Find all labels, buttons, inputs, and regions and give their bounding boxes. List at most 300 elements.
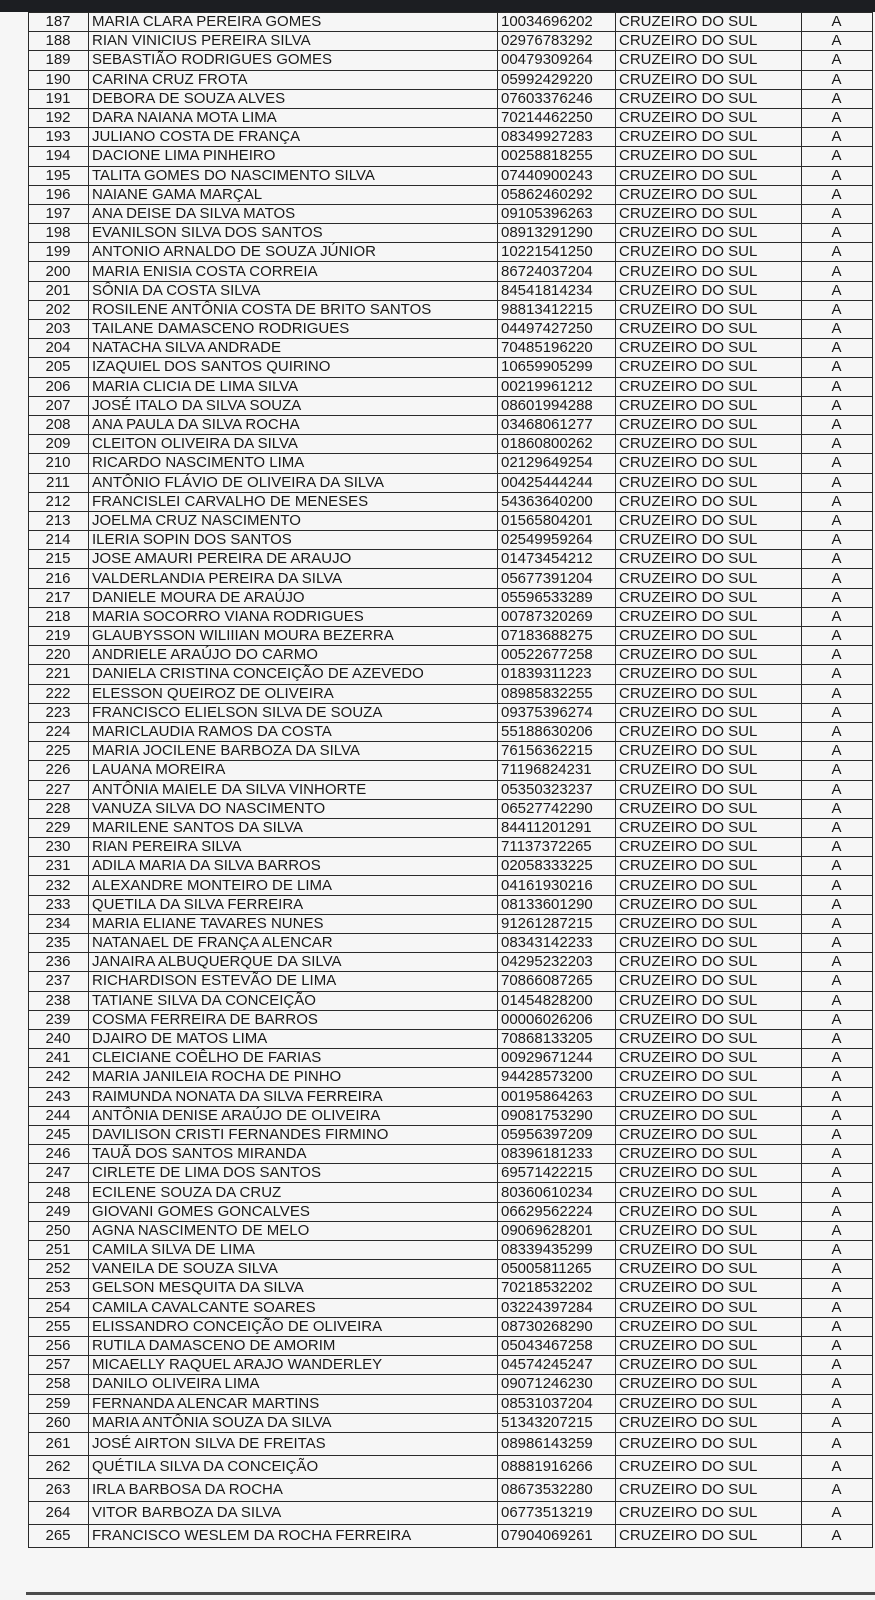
row-status: A bbox=[802, 300, 873, 319]
row-city: CRUZEIRO DO SUL bbox=[616, 1478, 802, 1501]
row-status: A bbox=[802, 531, 873, 550]
table-row bbox=[29, 1164, 873, 1183]
table-row bbox=[29, 1413, 873, 1432]
row-name: JOSÉ AIRTON SILVA DE FREITAS bbox=[89, 1432, 498, 1455]
row-number: 237 bbox=[29, 972, 89, 991]
row-number: 221 bbox=[29, 665, 89, 684]
row-name: GELSON MESQUITA DA SILVA bbox=[89, 1279, 498, 1298]
row-cpf: 70214462250 bbox=[498, 108, 616, 127]
row-cpf: 04295232203 bbox=[498, 953, 616, 972]
row-number: 243 bbox=[29, 1087, 89, 1106]
row-name: RUTILA DAMASCENO DE AMORIM bbox=[89, 1336, 498, 1355]
table-row bbox=[29, 1087, 873, 1106]
table-row bbox=[29, 1241, 873, 1260]
row-status: A bbox=[802, 339, 873, 358]
row-name: ANTÔNIA DENISE ARAÚJO DE OLIVEIRA bbox=[89, 1106, 498, 1125]
table-row bbox=[29, 300, 873, 319]
row-cpf: 51343207215 bbox=[498, 1413, 616, 1432]
row-city: CRUZEIRO DO SUL bbox=[616, 972, 802, 991]
row-name: RICARDO NASCIMENTO LIMA bbox=[89, 454, 498, 473]
row-name: CAMILA CAVALCANTE SOARES bbox=[89, 1298, 498, 1317]
row-status: A bbox=[802, 780, 873, 799]
row-status: A bbox=[802, 1202, 873, 1221]
row-cpf: 71137372265 bbox=[498, 838, 616, 857]
row-number: 261 bbox=[29, 1432, 89, 1455]
row-status: A bbox=[802, 51, 873, 70]
row-name: ROSILENE ANTÔNIA COSTA DE BRITO SANTOS bbox=[89, 300, 498, 319]
row-cpf: 08133601290 bbox=[498, 895, 616, 914]
table-body bbox=[29, 13, 873, 1548]
row-name: DANILO OLIVEIRA LIMA bbox=[89, 1375, 498, 1394]
row-name: RICHARDISON ESTEVÃO DE LIMA bbox=[89, 972, 498, 991]
row-number: 204 bbox=[29, 339, 89, 358]
row-name: GLAUBYSSON WILIIIAN MOURA BEZERRA bbox=[89, 627, 498, 646]
row-name: SEBASTIÃO RODRIGUES GOMES bbox=[89, 51, 498, 70]
table-row bbox=[29, 128, 873, 147]
row-name: JANAIRA ALBUQUERQUE DA SILVA bbox=[89, 953, 498, 972]
row-city: CRUZEIRO DO SUL bbox=[616, 128, 802, 147]
table-row bbox=[29, 607, 873, 626]
row-cpf: 08985832255 bbox=[498, 684, 616, 703]
row-city: CRUZEIRO DO SUL bbox=[616, 147, 802, 166]
row-name: AGNA NASCIMENTO DE MELO bbox=[89, 1221, 498, 1240]
row-name: CLEITON OLIVEIRA DA SILVA bbox=[89, 435, 498, 454]
row-status: A bbox=[802, 1375, 873, 1394]
row-cpf: 08673532280 bbox=[498, 1478, 616, 1501]
row-cpf: 91261287215 bbox=[498, 914, 616, 933]
row-name: CAMILA SILVA DE LIMA bbox=[89, 1241, 498, 1260]
row-name: LAUANA MOREIRA bbox=[89, 761, 498, 780]
row-city: CRUZEIRO DO SUL bbox=[616, 473, 802, 492]
row-cpf: 76156362215 bbox=[498, 742, 616, 761]
row-city: CRUZEIRO DO SUL bbox=[616, 166, 802, 185]
candidate-table bbox=[28, 12, 873, 1548]
row-cpf: 09071246230 bbox=[498, 1375, 616, 1394]
row-city: CRUZEIRO DO SUL bbox=[616, 300, 802, 319]
table-row bbox=[29, 166, 873, 185]
row-number: 199 bbox=[29, 243, 89, 262]
row-cpf: 02058333225 bbox=[498, 857, 616, 876]
row-cpf: 84541814234 bbox=[498, 281, 616, 300]
table-row bbox=[29, 13, 873, 32]
row-number: 193 bbox=[29, 128, 89, 147]
row-number: 206 bbox=[29, 377, 89, 396]
row-status: A bbox=[802, 1432, 873, 1455]
row-name: TATIANE SILVA DA CONCEIÇÃO bbox=[89, 991, 498, 1010]
row-name: MARICLAUDIA RAMOS DA COSTA bbox=[89, 722, 498, 741]
row-cpf: 08986143259 bbox=[498, 1432, 616, 1455]
row-number: 211 bbox=[29, 473, 89, 492]
row-cpf: 08339435299 bbox=[498, 1241, 616, 1260]
row-name: NATANAEL DE FRANÇA ALENCAR bbox=[89, 934, 498, 953]
row-status: A bbox=[802, 646, 873, 665]
table-row bbox=[29, 1375, 873, 1394]
row-name: ANTONIO ARNALDO DE SOUZA JÚNIOR bbox=[89, 243, 498, 262]
row-cpf: 07904069261 bbox=[498, 1524, 616, 1547]
row-city: CRUZEIRO DO SUL bbox=[616, 588, 802, 607]
row-city: CRUZEIRO DO SUL bbox=[616, 934, 802, 953]
row-city: CRUZEIRO DO SUL bbox=[616, 665, 802, 684]
row-status: A bbox=[802, 1164, 873, 1183]
row-cpf: 05350323237 bbox=[498, 780, 616, 799]
row-status: A bbox=[802, 358, 873, 377]
row-status: A bbox=[802, 320, 873, 339]
row-city: CRUZEIRO DO SUL bbox=[616, 1413, 802, 1432]
row-city: CRUZEIRO DO SUL bbox=[616, 1524, 802, 1547]
row-name: FERNANDA ALENCAR MARTINS bbox=[89, 1394, 498, 1413]
table-row bbox=[29, 1317, 873, 1336]
row-city: CRUZEIRO DO SUL bbox=[616, 1010, 802, 1029]
row-name: ANA PAULA DA SILVA ROCHA bbox=[89, 415, 498, 434]
row-cpf: 71196824231 bbox=[498, 761, 616, 780]
row-cpf: 07440900243 bbox=[498, 166, 616, 185]
table-row bbox=[29, 492, 873, 511]
row-status: A bbox=[802, 204, 873, 223]
row-city: CRUZEIRO DO SUL bbox=[616, 953, 802, 972]
row-number: 259 bbox=[29, 1394, 89, 1413]
row-status: A bbox=[802, 1413, 873, 1432]
row-status: A bbox=[802, 492, 873, 511]
row-number: 219 bbox=[29, 627, 89, 646]
row-status: A bbox=[802, 934, 873, 953]
row-city: CRUZEIRO DO SUL bbox=[616, 1106, 802, 1125]
table-row bbox=[29, 1478, 873, 1501]
row-city: CRUZEIRO DO SUL bbox=[616, 1145, 802, 1164]
row-status: A bbox=[802, 857, 873, 876]
row-name: FRANCISLEI CARVALHO DE MENESES bbox=[89, 492, 498, 511]
row-name: TAILANE DAMASCENO RODRIGUES bbox=[89, 320, 498, 339]
row-number: 230 bbox=[29, 838, 89, 857]
row-status: A bbox=[802, 1478, 873, 1501]
row-status: A bbox=[802, 1317, 873, 1336]
row-city: CRUZEIRO DO SUL bbox=[616, 51, 802, 70]
row-city: CRUZEIRO DO SUL bbox=[616, 13, 802, 32]
row-status: A bbox=[802, 262, 873, 281]
row-name: TAUÃ DOS SANTOS MIRANDA bbox=[89, 1145, 498, 1164]
table-row bbox=[29, 914, 873, 933]
row-city: CRUZEIRO DO SUL bbox=[616, 742, 802, 761]
row-status: A bbox=[802, 396, 873, 415]
row-cpf: 07603376246 bbox=[498, 89, 616, 108]
row-number: 255 bbox=[29, 1317, 89, 1336]
row-name: DANIELE MOURA DE ARAÚJO bbox=[89, 588, 498, 607]
row-cpf: 98813412215 bbox=[498, 300, 616, 319]
table-row bbox=[29, 1455, 873, 1478]
row-name: IZAQUIEL DOS SANTOS QUIRINO bbox=[89, 358, 498, 377]
row-status: A bbox=[802, 1010, 873, 1029]
row-number: 251 bbox=[29, 1241, 89, 1260]
row-cpf: 09069628201 bbox=[498, 1221, 616, 1240]
row-city: CRUZEIRO DO SUL bbox=[616, 780, 802, 799]
row-number: 225 bbox=[29, 742, 89, 761]
row-name: VANUZA SILVA DO NASCIMENTO bbox=[89, 799, 498, 818]
table-row bbox=[29, 1106, 873, 1125]
table-row bbox=[29, 569, 873, 588]
row-status: A bbox=[802, 1049, 873, 1068]
row-name: COSMA FERREIRA DE BARROS bbox=[89, 1010, 498, 1029]
table-row bbox=[29, 1049, 873, 1068]
row-number: 262 bbox=[29, 1455, 89, 1478]
table-row bbox=[29, 646, 873, 665]
row-city: CRUZEIRO DO SUL bbox=[616, 185, 802, 204]
row-city: CRUZEIRO DO SUL bbox=[616, 32, 802, 51]
row-status: A bbox=[802, 1183, 873, 1202]
table-row bbox=[29, 224, 873, 243]
row-city: CRUZEIRO DO SUL bbox=[616, 1432, 802, 1455]
row-number: 189 bbox=[29, 51, 89, 70]
row-number: 245 bbox=[29, 1125, 89, 1144]
row-status: A bbox=[802, 377, 873, 396]
row-status: A bbox=[802, 1501, 873, 1524]
row-name: IRLA BARBOSA DA ROCHA bbox=[89, 1478, 498, 1501]
row-number: 246 bbox=[29, 1145, 89, 1164]
row-number: 252 bbox=[29, 1260, 89, 1279]
row-status: A bbox=[802, 914, 873, 933]
table-row bbox=[29, 70, 873, 89]
table-row bbox=[29, 262, 873, 281]
row-name: NATACHA SILVA ANDRADE bbox=[89, 339, 498, 358]
row-number: 240 bbox=[29, 1029, 89, 1048]
row-city: CRUZEIRO DO SUL bbox=[616, 1183, 802, 1202]
row-cpf: 05005811265 bbox=[498, 1260, 616, 1279]
row-name: NAIANE GAMA MARÇAL bbox=[89, 185, 498, 204]
row-city: CRUZEIRO DO SUL bbox=[616, 1501, 802, 1524]
row-city: CRUZEIRO DO SUL bbox=[616, 1241, 802, 1260]
row-status: A bbox=[802, 1029, 873, 1048]
row-cpf: 07183688275 bbox=[498, 627, 616, 646]
row-name: TALITA GOMES DO NASCIMENTO SILVA bbox=[89, 166, 498, 185]
row-status: A bbox=[802, 722, 873, 741]
row-city: CRUZEIRO DO SUL bbox=[616, 396, 802, 415]
table-row bbox=[29, 550, 873, 569]
row-number: 197 bbox=[29, 204, 89, 223]
table-row bbox=[29, 1202, 873, 1221]
row-number: 241 bbox=[29, 1049, 89, 1068]
row-city: CRUZEIRO DO SUL bbox=[616, 857, 802, 876]
row-number: 227 bbox=[29, 780, 89, 799]
row-name: DEBORA DE SOUZA ALVES bbox=[89, 89, 498, 108]
table-row bbox=[29, 454, 873, 473]
row-name: ELESSON QUEIROZ DE OLIVEIRA bbox=[89, 684, 498, 703]
row-status: A bbox=[802, 684, 873, 703]
row-cpf: 01839311223 bbox=[498, 665, 616, 684]
table-row bbox=[29, 665, 873, 684]
table-row bbox=[29, 895, 873, 914]
row-status: A bbox=[802, 147, 873, 166]
row-name: JOELMA CRUZ NASCIMENTO bbox=[89, 511, 498, 530]
bottom-rule bbox=[26, 1592, 875, 1595]
row-cpf: 06773513219 bbox=[498, 1501, 616, 1524]
row-city: CRUZEIRO DO SUL bbox=[616, 454, 802, 473]
table-row bbox=[29, 32, 873, 51]
row-cpf: 05862460292 bbox=[498, 185, 616, 204]
row-status: A bbox=[802, 1356, 873, 1375]
row-city: CRUZEIRO DO SUL bbox=[616, 435, 802, 454]
row-status: A bbox=[802, 895, 873, 914]
row-number: 232 bbox=[29, 876, 89, 895]
row-cpf: 08396181233 bbox=[498, 1145, 616, 1164]
row-status: A bbox=[802, 703, 873, 722]
row-status: A bbox=[802, 1241, 873, 1260]
row-city: CRUZEIRO DO SUL bbox=[616, 991, 802, 1010]
row-city: CRUZEIRO DO SUL bbox=[616, 204, 802, 223]
row-name: RIAN VINICIUS PEREIRA SILVA bbox=[89, 32, 498, 51]
row-city: CRUZEIRO DO SUL bbox=[616, 108, 802, 127]
document-sheet bbox=[0, 12, 875, 1590]
row-number: 254 bbox=[29, 1298, 89, 1317]
row-name: MICAELLY RAQUEL ARAJO WANDERLEY bbox=[89, 1356, 498, 1375]
row-name: QUETILA DA SILVA FERREIRA bbox=[89, 895, 498, 914]
table-row bbox=[29, 147, 873, 166]
row-cpf: 80360610234 bbox=[498, 1183, 616, 1202]
table-row bbox=[29, 838, 873, 857]
row-name: SÔNIA DA COSTA SILVA bbox=[89, 281, 498, 300]
row-name: CARINA CRUZ FROTA bbox=[89, 70, 498, 89]
row-city: CRUZEIRO DO SUL bbox=[616, 1202, 802, 1221]
row-cpf: 03224397284 bbox=[498, 1298, 616, 1317]
row-cpf: 00258818255 bbox=[498, 147, 616, 166]
row-name: DARA NAIANA MOTA LIMA bbox=[89, 108, 498, 127]
table-row bbox=[29, 588, 873, 607]
row-status: A bbox=[802, 1336, 873, 1355]
row-cpf: 08343142233 bbox=[498, 934, 616, 953]
row-name: MARIA CLICIA DE LIMA SILVA bbox=[89, 377, 498, 396]
row-status: A bbox=[802, 473, 873, 492]
row-name: VITOR BARBOZA DA SILVA bbox=[89, 1501, 498, 1524]
row-status: A bbox=[802, 665, 873, 684]
row-status: A bbox=[802, 13, 873, 32]
row-cpf: 70866087265 bbox=[498, 972, 616, 991]
table-row bbox=[29, 1298, 873, 1317]
row-cpf: 86724037204 bbox=[498, 262, 616, 281]
row-number: 190 bbox=[29, 70, 89, 89]
row-city: CRUZEIRO DO SUL bbox=[616, 281, 802, 300]
row-cpf: 05992429220 bbox=[498, 70, 616, 89]
row-status: A bbox=[802, 1524, 873, 1547]
row-city: CRUZEIRO DO SUL bbox=[616, 1049, 802, 1068]
table-row bbox=[29, 857, 873, 876]
row-cpf: 08531037204 bbox=[498, 1394, 616, 1413]
row-number: 239 bbox=[29, 1010, 89, 1029]
table-row bbox=[29, 1394, 873, 1413]
row-name: RAIMUNDA NONATA DA SILVA FERREIRA bbox=[89, 1087, 498, 1106]
table-row bbox=[29, 1524, 873, 1547]
row-status: A bbox=[802, 1145, 873, 1164]
row-status: A bbox=[802, 511, 873, 530]
row-number: 256 bbox=[29, 1336, 89, 1355]
row-city: CRUZEIRO DO SUL bbox=[616, 1356, 802, 1375]
table-row bbox=[29, 1029, 873, 1048]
row-status: A bbox=[802, 761, 873, 780]
row-number: 253 bbox=[29, 1279, 89, 1298]
row-name: EVANILSON SILVA DOS SANTOS bbox=[89, 224, 498, 243]
row-status: A bbox=[802, 838, 873, 857]
row-number: 257 bbox=[29, 1356, 89, 1375]
table-row bbox=[29, 281, 873, 300]
table-row bbox=[29, 1260, 873, 1279]
row-cpf: 00522677258 bbox=[498, 646, 616, 665]
row-number: 188 bbox=[29, 32, 89, 51]
row-status: A bbox=[802, 953, 873, 972]
row-cpf: 09081753290 bbox=[498, 1106, 616, 1125]
row-city: CRUZEIRO DO SUL bbox=[616, 1260, 802, 1279]
row-number: 209 bbox=[29, 435, 89, 454]
row-number: 220 bbox=[29, 646, 89, 665]
table-row bbox=[29, 1145, 873, 1164]
row-cpf: 04161930216 bbox=[498, 876, 616, 895]
row-name: ECILENE SOUZA DA CRUZ bbox=[89, 1183, 498, 1202]
row-status: A bbox=[802, 742, 873, 761]
table-row bbox=[29, 531, 873, 550]
row-name: MARIA ENISIA COSTA CORREIA bbox=[89, 262, 498, 281]
row-cpf: 05677391204 bbox=[498, 569, 616, 588]
row-city: CRUZEIRO DO SUL bbox=[616, 914, 802, 933]
row-cpf: 94428573200 bbox=[498, 1068, 616, 1087]
row-city: CRUZEIRO DO SUL bbox=[616, 895, 802, 914]
row-city: CRUZEIRO DO SUL bbox=[616, 838, 802, 857]
row-cpf: 02976783292 bbox=[498, 32, 616, 51]
row-city: CRUZEIRO DO SUL bbox=[616, 818, 802, 837]
row-number: 249 bbox=[29, 1202, 89, 1221]
row-cpf: 55188630206 bbox=[498, 722, 616, 741]
table-row bbox=[29, 1336, 873, 1355]
row-city: CRUZEIRO DO SUL bbox=[616, 1455, 802, 1478]
row-status: A bbox=[802, 876, 873, 895]
row-number: 205 bbox=[29, 358, 89, 377]
row-number: 264 bbox=[29, 1501, 89, 1524]
row-city: CRUZEIRO DO SUL bbox=[616, 1164, 802, 1183]
table-row bbox=[29, 972, 873, 991]
row-cpf: 05956397209 bbox=[498, 1125, 616, 1144]
row-number: 263 bbox=[29, 1478, 89, 1501]
row-status: A bbox=[802, 166, 873, 185]
row-status: A bbox=[802, 281, 873, 300]
row-status: A bbox=[802, 243, 873, 262]
row-number: 217 bbox=[29, 588, 89, 607]
row-city: CRUZEIRO DO SUL bbox=[616, 1029, 802, 1048]
row-cpf: 00425444244 bbox=[498, 473, 616, 492]
row-cpf: 54363640200 bbox=[498, 492, 616, 511]
row-cpf: 00195864263 bbox=[498, 1087, 616, 1106]
row-cpf: 00006026206 bbox=[498, 1010, 616, 1029]
row-name: MARIA CLARA PEREIRA GOMES bbox=[89, 13, 498, 32]
row-city: CRUZEIRO DO SUL bbox=[616, 531, 802, 550]
row-number: 192 bbox=[29, 108, 89, 127]
row-cpf: 08349927283 bbox=[498, 128, 616, 147]
row-name: VANEILA DE SOUZA SILVA bbox=[89, 1260, 498, 1279]
row-number: 214 bbox=[29, 531, 89, 550]
row-city: CRUZEIRO DO SUL bbox=[616, 1125, 802, 1144]
row-number: 248 bbox=[29, 1183, 89, 1202]
row-cpf: 00479309264 bbox=[498, 51, 616, 70]
row-status: A bbox=[802, 972, 873, 991]
table-row bbox=[29, 722, 873, 741]
row-name: ANTÔNIO FLÁVIO DE OLIVEIRA DA SILVA bbox=[89, 473, 498, 492]
row-number: 207 bbox=[29, 396, 89, 415]
table-row bbox=[29, 435, 873, 454]
row-city: CRUZEIRO DO SUL bbox=[616, 358, 802, 377]
table-row bbox=[29, 1183, 873, 1202]
row-status: A bbox=[802, 32, 873, 51]
row-cpf: 01565804201 bbox=[498, 511, 616, 530]
table-row bbox=[29, 761, 873, 780]
row-name: JOSE AMAURI PEREIRA DE ARAUJO bbox=[89, 550, 498, 569]
row-number: 247 bbox=[29, 1164, 89, 1183]
row-number: 260 bbox=[29, 1413, 89, 1432]
row-status: A bbox=[802, 1455, 873, 1478]
row-cpf: 84411201291 bbox=[498, 818, 616, 837]
row-city: CRUZEIRO DO SUL bbox=[616, 684, 802, 703]
